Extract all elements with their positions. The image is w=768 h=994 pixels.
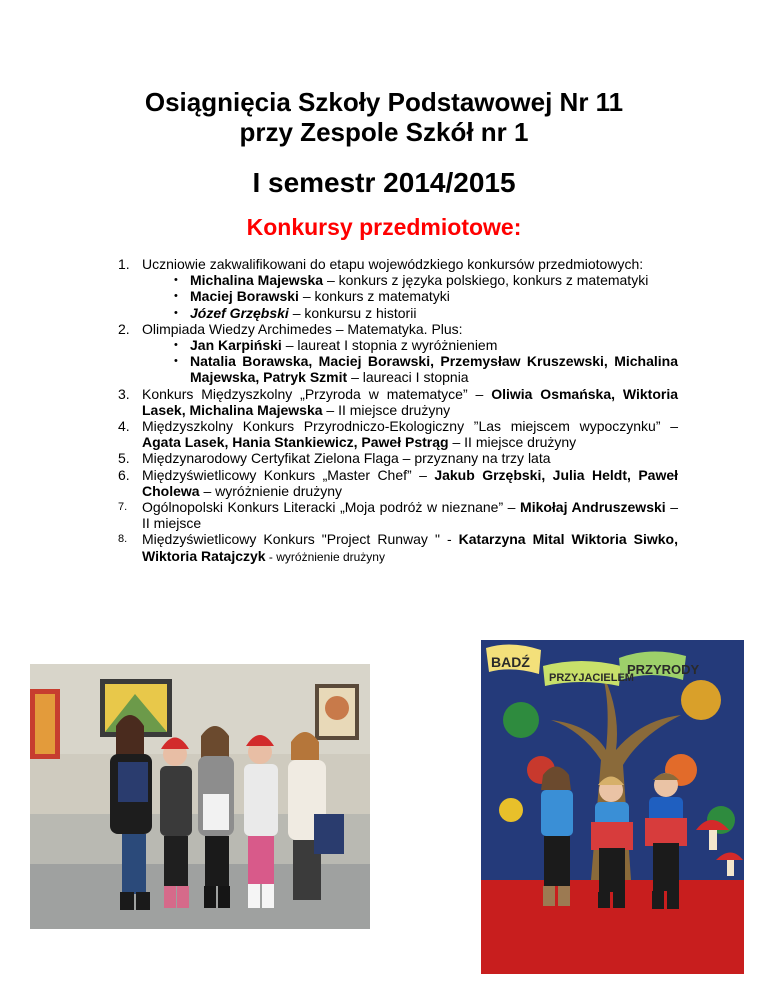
list-item: 1. Uczniowie zakwalifikowani do etapu wojewódzkiego konkursów przedmiotowych: • Michalina Majewska – konkurs z języka polskiego, konkurs z matematyki • Maciej Borawski – konkurs z matematyki • Józef Grzębski – konkursu z historii: [118, 256, 678, 321]
group-photo-nature: [481, 640, 744, 974]
list-item: 7. Ogólnopolski Konkurs Literacki „Moja podróż w nieznane” – Mikołaj Andruszewski – II miejsce: [118, 499, 678, 532]
group-photo-hallway: [30, 664, 370, 929]
banner-word-1: BADŹ: [491, 654, 530, 670]
page-title-line1: Osiągnięcia Szkoły Podstawowej Nr 11: [144, 87, 624, 117]
nature-photo-illustration: [481, 640, 744, 974]
sub-list-item: • Natalia Borawska, Maciej Borawski, Przemysław Kruszewski, Michalina Majewska, Patryk Szmit – laureaci I stopnia: [174, 353, 678, 386]
page-title-line2: przy Zespole Szkół nr 1: [239, 117, 529, 147]
list-item: 4. Międzyszkolny Konkurs Przyrodniczo-Ekologiczny ”Las miejscem wypoczynku” – Agata Lasek, Hania Stankiewicz, Paweł Pstrąg – II miejsce drużyny: [118, 418, 678, 451]
semester-title: I semestr 2014/2015: [252, 167, 516, 198]
hallway-photo-illustration: [30, 664, 370, 929]
list-item: 3. Konkurs Międzyszkolny „Przyroda w matematyce” – Oliwia Osmańska, Wiktoria Lasek, Michalina Majewska – II miejsce drużyny: [118, 385, 679, 418]
item-text: Uczniowie zakwalifikowani do etapu wojewódzkiego konkursów przedmiotowych:: [142, 256, 644, 272]
sub-list-item: • Jan Karpiński – laureat I stopnia z wyróżnieniem: [174, 337, 498, 354]
sub-list-item: • Józef Grzębski – konkursu z historii: [174, 304, 417, 321]
sub-list-item: • Michalina Majewska – konkurs z języka polskiego, konkurs z matematyki: [174, 272, 649, 289]
list-item: 5. Międzynarodowy Certyfikat Zielona Flaga – przyznany na trzy lata: [118, 450, 551, 467]
banner-word-2: PRZYJACIELEM: [549, 672, 634, 684]
sub-list-item: • Maciej Borawski – konkurs z matematyki: [174, 288, 450, 305]
achievements-list: [118, 256, 678, 565]
list-item: 2. Olimpiada Wiedzy Archimedes – Matematyka. Plus: • Jan Karpiński – laureat I stopnia z wyróżnieniem • Natalia Borawska, Maciej Borawski, Przemysław Kruszewski, Michalina Majewska, Patryk Szmit – laureaci I stopnia: [118, 320, 678, 386]
section-heading: Konkursy przedmiotowe:: [246, 214, 522, 240]
item-text: Olimpiada Wiedzy Archimedes – Matematyka. Plus:: [142, 320, 463, 337]
list-item: 8. Międzyświetlicowy Konkurs "Project Runway " - Katarzyna Mital Wiktoria Siwko, Wiktoria Ratajczyk - wyróżnienie drużyny: [118, 531, 678, 564]
list-item: 6. Międzyświetlicowy Konkurs „Master Chef” – Jakub Grzębski, Julia Heldt, Paweł Cholewa – wyróżnienie drużyny: [118, 466, 679, 499]
banner-word-3: PRZYRODY: [627, 662, 700, 677]
